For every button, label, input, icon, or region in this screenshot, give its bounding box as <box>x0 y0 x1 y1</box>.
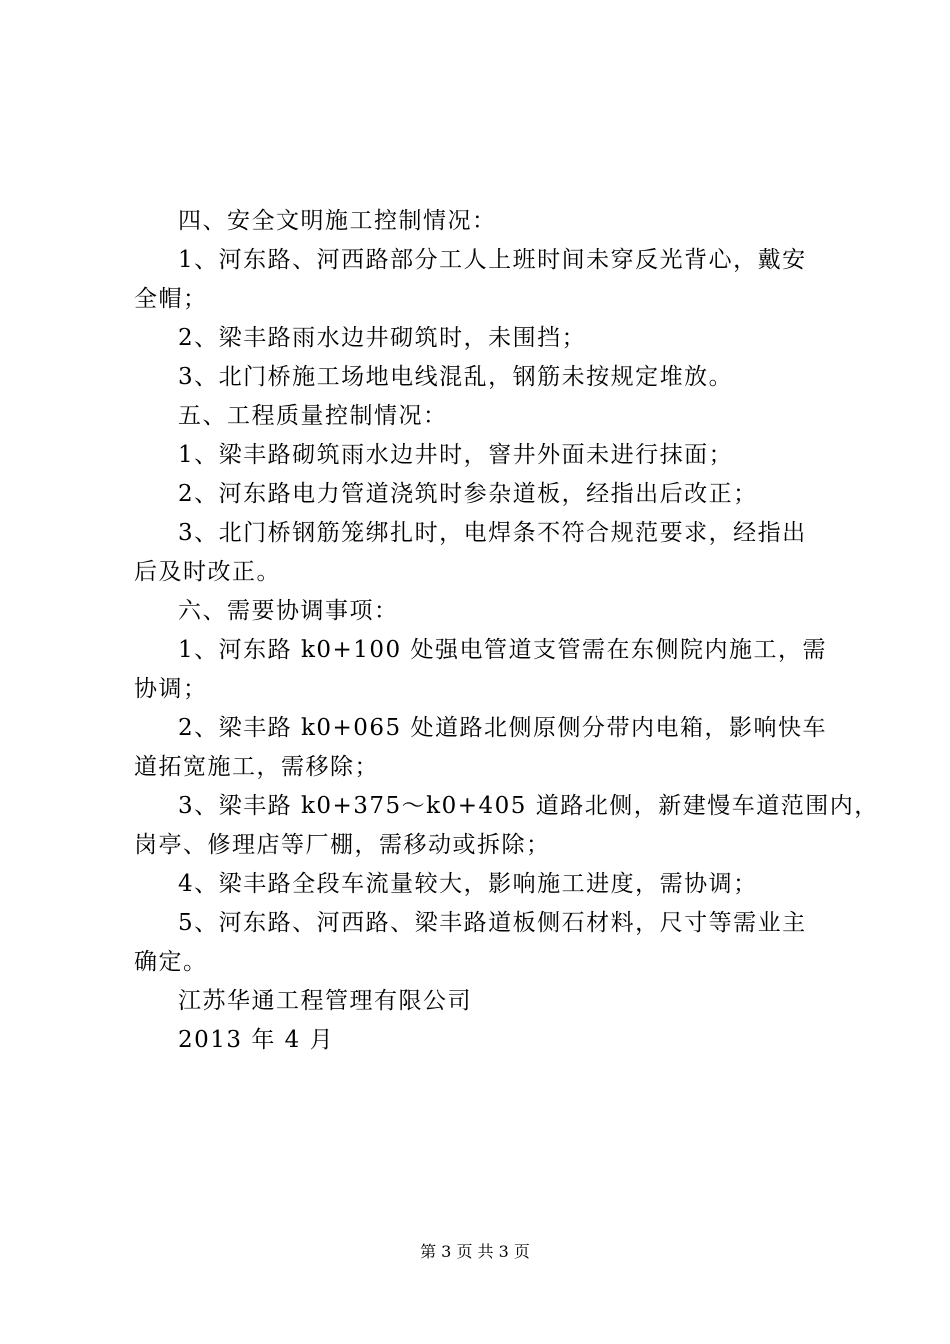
text-line: 全帽； <box>134 286 208 312</box>
text-line: 2、河东路电力管道浇筑时参杂道板，经指出后改正； <box>178 481 758 507</box>
text-line: 1、河东路、河西路部分工人上班时间未穿反光背心，戴安 <box>178 247 807 273</box>
text-line: 4、梁丰路全段车流量较大，影响施工进度，需协调； <box>178 871 758 897</box>
text-line: 协调； <box>134 676 208 702</box>
text-line: 3、北门桥施工场地电线混乱，钢筋未按规定堆放。 <box>178 364 734 390</box>
text-line: 确定。 <box>134 949 208 975</box>
page-footer: 第 3 页 共 3 页 <box>420 1242 530 1261</box>
text-line: 5、河东路、河西路、梁丰路道板侧石材料，尺寸等需业主 <box>178 910 807 936</box>
text-line: 2013 年 4 月 <box>178 1027 335 1053</box>
text-line: 1、梁丰路砌筑雨水边井时，窨井外面未进行抹面； <box>178 442 734 468</box>
text-line: 3、梁丰路 k0+375～k0+405 道路北侧，新建慢车道范围内， <box>178 793 879 819</box>
text-line: 岗亭、修理店等厂棚，需移动或拆除； <box>134 832 551 858</box>
text-line: 江苏华通工程管理有限公司 <box>178 988 472 1014</box>
text-line: 1、河东路 k0+100 处强电管道支管需在东侧院内施工，需 <box>178 637 827 663</box>
text-line: 2、梁丰路 k0+065 处道路北侧原侧分带内电箱，影响快车 <box>178 715 827 741</box>
text-line: 后及时改正。 <box>134 559 281 585</box>
document-body <box>134 202 879 1060</box>
text-line: 3、北门桥钢筋笼绑扎时，电焊条不符合规范要求，经指出 <box>178 520 807 546</box>
text-line: 六、需要协调事项： <box>178 598 399 624</box>
text-line: 道拓宽施工，需移除； <box>134 754 379 780</box>
text-line: 2、梁丰路雨水边井砌筑时，未围挡； <box>178 325 587 351</box>
text-line: 四、安全文明施工控制情况： <box>178 208 497 234</box>
text-line: 五、工程质量控制情况： <box>178 403 448 429</box>
